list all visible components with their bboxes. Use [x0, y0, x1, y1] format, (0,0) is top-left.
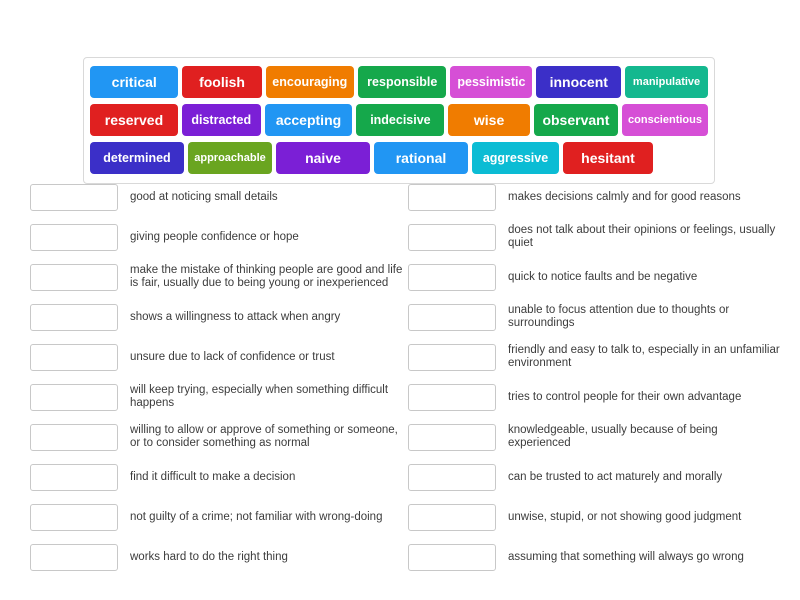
definition-row	[30, 302, 405, 332]
answer-drop-slot[interactable]	[30, 304, 118, 331]
definition-text: giving people confidence or hope	[130, 230, 299, 243]
answer-drop-slot[interactable]	[30, 184, 118, 211]
word-tile[interactable]: aggressive	[472, 142, 559, 174]
word-tile[interactable]: naive	[276, 142, 370, 174]
answer-drop-slot[interactable]	[30, 384, 118, 411]
definition-row	[30, 542, 405, 572]
word-tile[interactable]: rational	[374, 142, 468, 174]
definition-row	[30, 422, 405, 452]
definition-row	[30, 502, 405, 532]
definition-text: shows a willingness to attack when angry	[130, 310, 341, 323]
definition-text: unwise, stupid, or not showing good judgment	[508, 510, 742, 523]
definition-row	[30, 182, 405, 212]
definition-row	[408, 462, 783, 492]
definition-row	[30, 462, 405, 492]
definition-text: not guilty of a crime; not familiar with wrong-doing	[130, 510, 383, 523]
word-tile[interactable]: conscientious	[622, 104, 708, 136]
definition-row	[408, 502, 783, 532]
answer-drop-slot[interactable]	[30, 264, 118, 291]
word-tile[interactable]: critical	[90, 66, 178, 98]
answer-drop-slot[interactable]	[30, 424, 118, 451]
word-tile[interactable]: pessimistic	[450, 66, 532, 98]
definition-text: will keep trying, especially when something difficult happens	[130, 384, 389, 409]
word-bank-row	[88, 101, 710, 139]
definition-row	[408, 342, 783, 372]
word-tile[interactable]: wise	[448, 104, 529, 136]
definition-row	[408, 182, 783, 212]
word-tile[interactable]: approachable	[188, 142, 272, 174]
definitions-column-right	[408, 182, 783, 582]
definition-text: can be trusted to act maturely and morally	[508, 470, 723, 483]
definition-text: find it difficult to make a decision	[130, 470, 296, 483]
definition-row	[30, 342, 405, 372]
definition-row	[408, 382, 783, 412]
word-tile[interactable]: manipulative	[625, 66, 708, 98]
definition-row	[30, 262, 405, 292]
word-tile[interactable]: indecisive	[356, 104, 444, 136]
definition-text: assuming that something will always go wrong	[508, 550, 744, 563]
definition-text: make the mistake of thinking people are good and life is fair, usually due to being young or inexperienced	[130, 264, 403, 289]
word-tile[interactable]: observant	[534, 104, 618, 136]
answer-drop-slot[interactable]	[408, 464, 496, 491]
word-tile[interactable]: encouraging	[266, 66, 354, 98]
definition-row	[408, 262, 783, 292]
definition-row	[408, 222, 783, 252]
definition-text: unable to focus attention due to thoughts or surroundings	[508, 304, 730, 329]
definitions-column-left	[30, 182, 405, 582]
answer-drop-slot[interactable]	[30, 344, 118, 371]
definition-text: works hard to do the right thing	[130, 550, 288, 563]
word-tile[interactable]: distracted	[182, 104, 261, 136]
answer-drop-slot[interactable]	[408, 384, 496, 411]
definition-row	[408, 422, 783, 452]
word-bank-row	[88, 63, 710, 101]
answer-drop-slot[interactable]	[30, 224, 118, 251]
definition-row	[408, 542, 783, 572]
word-bank	[83, 57, 715, 184]
answer-drop-slot[interactable]	[408, 304, 496, 331]
word-tile[interactable]: foolish	[182, 66, 261, 98]
answer-drop-slot[interactable]	[30, 504, 118, 531]
definition-text: good at noticing small details	[130, 190, 278, 203]
answer-drop-slot[interactable]	[408, 224, 496, 251]
definition-text: friendly and easy to talk to, especially in an unfamiliar environment	[508, 344, 780, 369]
word-bank-row	[88, 139, 710, 177]
word-tile[interactable]: accepting	[265, 104, 353, 136]
answer-drop-slot[interactable]	[30, 544, 118, 571]
answer-drop-slot[interactable]	[408, 344, 496, 371]
answer-drop-slot[interactable]	[408, 504, 496, 531]
answer-drop-slot[interactable]	[408, 264, 496, 291]
definition-text: tries to control people for their own advantage	[508, 390, 742, 403]
definition-text: unsure due to lack of confidence or trust	[130, 350, 335, 363]
answer-drop-slot[interactable]	[408, 424, 496, 451]
word-tile[interactable]: innocent	[536, 66, 621, 98]
definition-row	[408, 302, 783, 332]
definition-text: knowledgeable, usually because of being experienced	[508, 424, 718, 449]
answer-drop-slot[interactable]	[408, 544, 496, 571]
definition-row	[30, 222, 405, 252]
word-tile[interactable]: reserved	[90, 104, 178, 136]
definition-row	[30, 382, 405, 412]
word-tile[interactable]: hesitant	[563, 142, 653, 174]
definition-text: quick to notice faults and be negative	[508, 270, 698, 283]
definition-text: willing to allow or approve of something or someone, or to consider something as normal	[130, 424, 398, 449]
definition-text: makes decisions calmly and for good reasons	[508, 190, 741, 203]
answer-drop-slot[interactable]	[30, 464, 118, 491]
word-tile[interactable]: determined	[90, 142, 184, 174]
answer-drop-slot[interactable]	[408, 184, 496, 211]
definition-text: does not talk about their opinions or feelings, usually quiet	[508, 224, 776, 249]
word-tile[interactable]: responsible	[358, 66, 446, 98]
